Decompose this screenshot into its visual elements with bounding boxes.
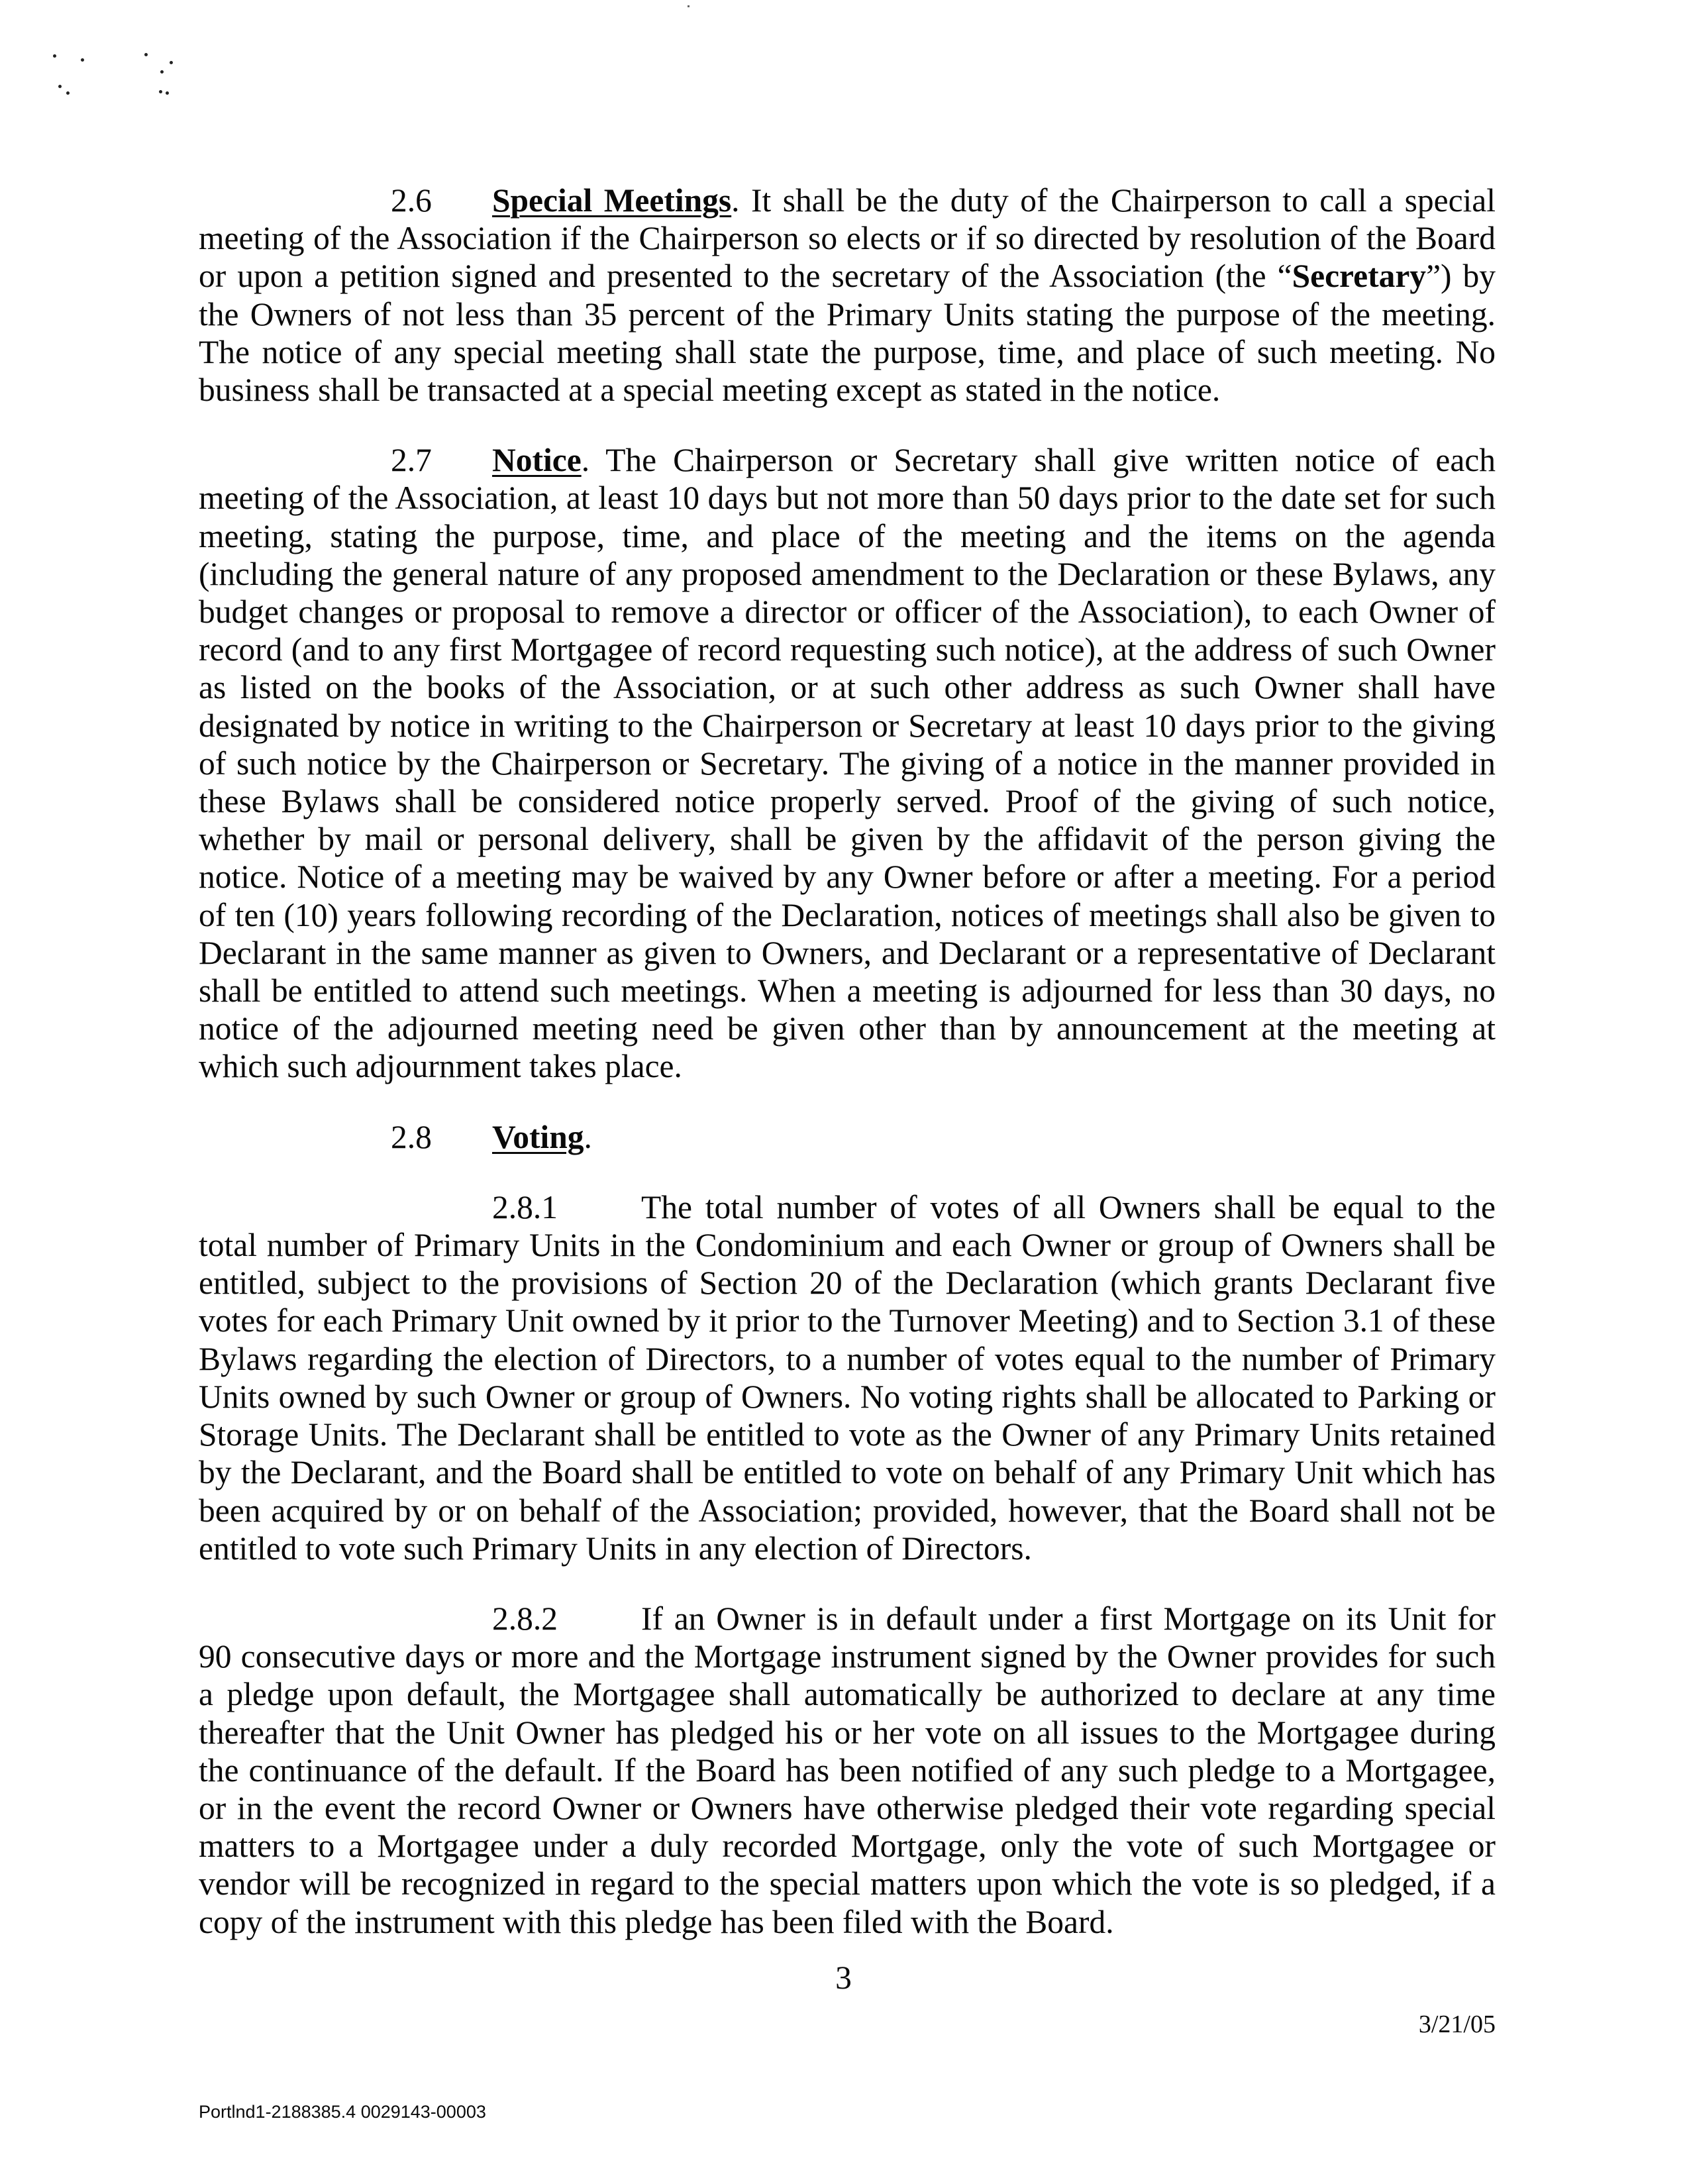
subsection-number: 2.8.2	[492, 1600, 558, 1637]
document-body	[199, 182, 1496, 1973]
section-2-8: 2.8 Voting.	[391, 1118, 592, 1155]
scan-specks	[53, 46, 199, 106]
document-id: Portlnd1-2188385.4 0029143-00003	[199, 2102, 486, 2122]
section-number: 2.8	[391, 1118, 432, 1155]
scan-speck	[166, 91, 169, 95]
page-number: 3	[835, 1959, 852, 1996]
section-text: The total number of votes of all Owners shall be equal to the total number of Primary Units in the Condominium and each Owner or group of Owners shall be entitled, subject to the provisions of Section 20 of the Declaration (which grants Declarant five votes for each Primary Unit owned by it prior to the Turnover Meeting) and to Section 3.1 of these Bylaws regarding the election of Directors, to a number of votes equal to the number of Primary Units owned by such Owner or group of Owners. No voting rights shall be allocated to Parking or Storage Units. The Declarant shall be entitled to vote as the Owner of any Primary Units retained by the Declarant, and the Board shall be entitled to vote on behalf of any Primary Unit which has been acquired by or on behalf of the Association; provided, however, that the Board shall not be entitled to vote such Primary Units in any election of Directors.	[199, 1188, 1496, 1567]
section-heading: Notice	[492, 442, 582, 479]
section-number: 2.6	[391, 182, 432, 219]
section-2-8-1	[199, 1188, 1496, 1567]
section-2-8-2	[199, 1600, 1496, 1941]
scan-speck	[58, 85, 62, 88]
scan-speck	[81, 58, 84, 62]
section-heading: Special Meetings	[492, 182, 732, 219]
scan-speck	[159, 90, 162, 93]
scan-speck	[144, 53, 148, 56]
scan-speck	[688, 5, 690, 7]
section-text: It shall be the duty of the Chairperson to call a special meeting of the Association if the Chairperson so elects or if so directed by resolution of the Board or upon a petition signed and presented to the secretary of the Association (the	[199, 182, 1496, 295]
scan-speck	[170, 61, 173, 64]
section-2-6: 2.6 Special Meetings. It shall be the duty of the Chairperson to call a special meeting of the Association if the Chairperson so elects or if so directed by resolution of the Board or upon a petition signed and presented to the secretary of the Association (the “Secretary”) by the Owners of not less than 35 percent of the Primary Units stating the purpose of the meeting. The notice of any special meeting shall state the purpose, time, and place of such meeting. No business shall be transacted at a special meeting except as stated in the notice.	[199, 182, 1496, 409]
section-heading: Voting	[492, 1118, 584, 1155]
defined-term: Secretary	[1292, 258, 1427, 295]
section-text: ) by the Owners of not less than 35 percent of the Primary Units stating the purpose of the meeting. The notice of any special meeting shall state the purpose, time, and place of such meeting. No business shall be transacted at a special meeting except as stated in the notice.	[199, 258, 1496, 409]
section-text: The Chairperson or Secretary shall give written notice of each meeting of the Association, at least 10 days but not more than 50 days prior to the date set for such meeting, stating the purpose, time, and place of the meeting and the items on the agenda (including the general nature of any proposed amendment to the Declaration or these Bylaws, any budget changes or proposal to remove a director or officer of the Association), to each Owner of record (and to any first Mortgagee of record requesting such notice), at the address of such Owner as listed on the books of the Association, or at such other address as such Owner shall have designated by notice in writing to the Chairperson or Secretary at least 10 days prior to the giving of such notice by the Chairperson or Secretary. The giving of a notice in the manner provided in these Bylaws shall be considered notice properly served. Proof of the giving of such notice, whether by mail or personal delivery, shall be given by the affidavit of the person giving the notice. Notice of a meeting may be waived by any Owner before or after a meeting. For a period of ten (10) years following recording of the Declaration, notices of meetings shall also be given to Declarant in the same manner as given to Owners, and Declarant or a representative of Declarant shall be entitled to attend such meetings. When a meeting is adjourned for less than 30 days, no notice of the adjourned meeting need be given other than by announcement at the meeting at which such adjournment takes place.	[199, 442, 1496, 1085]
scan-speck	[160, 70, 164, 74]
section-number: 2.7	[391, 442, 432, 479]
section-text: If an Owner is in default under a first Mortgage on its Unit for 90 consecutive days or more and the Mortgage instrument signed by the Owner provides for such a pledge upon default, the Mortgagee shall automatically be authorized to declare at any time thereafter that the Unit Owner has pledged his or her vote on all issues to the Mortgagee during the continuance of the default. If the Board has been notified of any such pledge to a Mortgagee, or in the event the record Owner or Owners have otherwise pledged their vote regarding special matters to a Mortgagee under a duly recorded Mortgage, only the vote of such Mortgagee or vendor will be recognized in regard to the special matters upon which the vote is so pledged, if a copy of the instrument with this pledge has been filed with the Board.	[199, 1600, 1496, 1940]
revision-date: 3/21/05	[1418, 2010, 1496, 2038]
scan-speck	[53, 54, 56, 58]
subsection-number: 2.8.1	[492, 1188, 558, 1225]
scan-speck	[66, 91, 70, 95]
section-2-7: 2.7 Notice. The Chairperson or Secretary shall give written notice of each meeting of the Association, at least 10 days but not more than 50 days prior to the date set for such meeting, stating the purpose, time, and place of the meeting and the items on the agenda (including the general nature of any proposed amendment to the Declaration or these Bylaws, any budget changes or proposal to remove a director or officer of the Association), to each Owner of record (and to any first Mortgagee of record requesting such notice), at the address of such Owner as listed on the books of the Association, or at such other address as such Owner shall have designated by notice in writing to the Chairperson or Secretary at least 10 days prior to the giving of such notice by the Chairperson or Secretary. The giving of a notice in the manner provided in these Bylaws shall be considered notice properly served. Proof of the giving of such notice, whether by mail or personal delivery, shall be given by the affidavit of the person giving the notice. Notice of a meeting may be waived by any Owner before or after a meeting. For a period of ten (10) years following recording of the Declaration, notices of meetings shall also be given to Declarant in the same manner as given to Owners, and Declarant or a representative of Declarant shall be entitled to attend such meetings. When a meeting is adjourned for less than 30 days, no notice of the adjourned meeting need be given other than by announcement at the meeting at which such adjournment takes place.	[199, 442, 1496, 1085]
